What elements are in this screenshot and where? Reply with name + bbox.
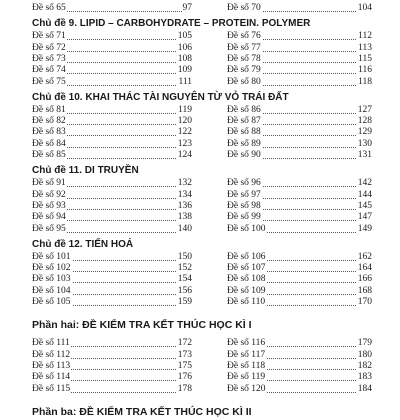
toc-entry-page: 111 — [178, 76, 192, 87]
toc-entry-page: 159 — [177, 297, 192, 307]
toc-entry[interactable] — [32, 201, 192, 212]
toc-entry-page: 144 — [357, 189, 372, 200]
toc-entry-page: 105 — [177, 31, 192, 42]
toc-entry-page: 142 — [357, 178, 372, 189]
toc-entry-label: Đề số 72 — [32, 42, 66, 53]
toc-entry-label: Đề số 76 — [227, 31, 261, 42]
toc-entry[interactable] — [227, 274, 372, 285]
toc-entry-label: Đề số 112 — [32, 349, 71, 360]
toc-entry-page: 112 — [358, 31, 372, 42]
toc-entry-label: Đề số 105 — [32, 297, 71, 307]
toc-entry-label: Đề số 88 — [227, 127, 261, 138]
toc-entry-page: 179 — [357, 338, 372, 349]
toc-entry[interactable] — [32, 43, 192, 54]
toc-entry-page: 123 — [177, 138, 192, 149]
toc-entry[interactable] — [227, 263, 372, 274]
toc-entry-label: Đề số 114 — [32, 372, 71, 383]
toc-entry[interactable] — [227, 361, 372, 372]
toc-entry[interactable] — [227, 338, 372, 349]
toc-entry-page: 104 — [357, 3, 372, 13]
toc-entry-label: Đề số 97 — [227, 189, 261, 200]
toc-entry-label: Đề số 118 — [227, 360, 266, 371]
toc-entry[interactable] — [32, 212, 192, 223]
toc-entry[interactable] — [32, 150, 192, 161]
toc-entry-label: Đề số 91 — [32, 178, 66, 189]
toc-entry[interactable] — [32, 65, 192, 76]
toc-entry-label: Đề số 74 — [32, 65, 66, 76]
toc-entry-label: Đề số 86 — [227, 104, 261, 115]
toc-entry-label: Đề số 116 — [227, 338, 266, 349]
toc-entry-page: 168 — [357, 285, 372, 296]
toc-entry[interactable] — [227, 3, 372, 14]
toc-entry-page: 122 — [177, 127, 192, 138]
toc-entry-label: Đề số 96 — [227, 178, 261, 189]
toc-entry-page: 108 — [177, 53, 192, 64]
toc-entry-label: Đề số 102 — [32, 263, 71, 274]
toc-entry-page: 119 — [178, 104, 192, 115]
toc-entry-label: Đề số 107 — [227, 263, 266, 274]
toc-entry[interactable] — [32, 286, 192, 297]
toc-entry-page: 116 — [358, 65, 372, 76]
toc-entry-label: Đề số 71 — [32, 31, 66, 42]
topic-heading: Chủ đề 10. KHAI THÁC TÀI NGUYÊN TỪ VỎ TRÁI ĐẤT — [32, 91, 289, 103]
toc-entry[interactable] — [227, 252, 372, 263]
toc-entry-label: Đề số 95 — [32, 223, 66, 234]
toc-entry[interactable] — [32, 77, 192, 88]
toc-entry-label: Đề số 99 — [227, 212, 261, 223]
toc-entry-page: 183 — [357, 372, 372, 383]
toc-entry[interactable] — [32, 338, 192, 349]
toc-entry-page: 150 — [177, 251, 192, 262]
toc-entry-page: 115 — [358, 53, 372, 64]
toc-entry[interactable] — [32, 105, 192, 116]
toc-entry[interactable] — [227, 224, 372, 235]
toc-entry-page: 136 — [177, 200, 192, 211]
toc-entry[interactable] — [32, 274, 192, 285]
toc-entry-label: Đề số 104 — [32, 285, 71, 296]
toc-entry-label: Đề số 78 — [227, 53, 261, 64]
toc-entry-page: 113 — [358, 42, 372, 53]
toc-entry[interactable] — [227, 77, 372, 88]
toc-entry-label: Đề số 120 — [227, 383, 266, 394]
toc-entry-page: 164 — [357, 263, 372, 274]
toc-entry-page: 173 — [177, 349, 192, 360]
toc-entry[interactable] — [32, 297, 192, 308]
toc-entry-label: Đề số 75 — [32, 76, 66, 87]
toc-entry-label: Đề số 83 — [32, 127, 66, 138]
toc-entry-page: 145 — [357, 200, 372, 211]
toc-entry-label: Đề số 65 — [32, 3, 66, 13]
toc-entry-page: 138 — [177, 212, 192, 223]
toc-entry-label: Đề số 117 — [227, 349, 266, 360]
toc-entry[interactable] — [32, 361, 192, 372]
toc-entry-page: 124 — [177, 150, 192, 160]
toc-entry[interactable] — [227, 201, 372, 212]
toc-entry-label: Đề số 90 — [227, 150, 261, 160]
toc-entry[interactable] — [227, 297, 372, 308]
toc-entry-label: Đề số 70 — [227, 3, 261, 13]
toc-entry-page: 154 — [177, 274, 192, 285]
toc-entry-label: Đề số 87 — [227, 116, 261, 127]
toc-entry[interactable] — [227, 105, 372, 116]
toc-entry[interactable] — [227, 178, 372, 189]
toc-entry-label: Đề số 85 — [32, 150, 66, 160]
toc-entry-page: 129 — [357, 127, 372, 138]
toc-entry-page: 170 — [357, 297, 372, 307]
toc-entry-page: 127 — [357, 104, 372, 115]
topic-heading: Chủ đề 9. LIPID – CARBOHYDRATE – PROTEIN. POLYMER — [32, 18, 311, 30]
toc-entry-page: 140 — [177, 223, 192, 234]
toc-entry-page: 120 — [177, 116, 192, 127]
toc-entry-label: Đề số 103 — [32, 274, 71, 285]
toc-entry[interactable] — [227, 212, 372, 223]
toc-entry-label: Đề số 119 — [227, 372, 266, 383]
toc-entry[interactable] — [32, 263, 192, 274]
toc-entry-page: 130 — [357, 138, 372, 149]
toc-entry-label: Đề số 108 — [227, 274, 266, 285]
toc-entry-page: 156 — [177, 285, 192, 296]
toc-entry[interactable] — [32, 190, 192, 201]
toc-entry[interactable] — [32, 127, 192, 138]
toc-entry-page: 118 — [358, 76, 372, 87]
toc-entry-label: Đề số 80 — [227, 76, 261, 87]
toc-entry-label: Đề số 77 — [227, 42, 261, 53]
toc-entry[interactable] — [227, 54, 372, 65]
toc-entry[interactable] — [227, 150, 372, 161]
toc-entry-label: Đề số 98 — [227, 200, 261, 211]
toc-entry[interactable] — [227, 31, 372, 42]
toc-entry-page: 172 — [177, 338, 192, 349]
toc-entry-page: 166 — [357, 274, 372, 285]
toc-entry[interactable] — [227, 384, 372, 395]
toc-entry-page: 106 — [177, 42, 192, 53]
toc-entry[interactable] — [227, 286, 372, 297]
toc-entry-label: Đề số 109 — [227, 285, 266, 296]
part-heading: Phần hai: ĐỀ KIỂM TRA KẾT THÚC HỌC KÌ I — [32, 319, 252, 332]
toc-entry[interactable] — [32, 252, 192, 263]
toc-entry[interactable] — [32, 54, 192, 65]
toc-entry[interactable] — [32, 116, 192, 127]
toc-entry[interactable] — [32, 3, 192, 14]
toc-entry[interactable] — [227, 350, 372, 361]
topic-heading: Chủ đề 12. TIẾN HOÁ — [32, 238, 134, 250]
toc-entry-page: 134 — [177, 189, 192, 200]
toc-entry-label: Đề số 81 — [32, 104, 66, 115]
toc-entry-page: 128 — [357, 116, 372, 127]
toc-entry-label: Đề số 93 — [32, 200, 66, 211]
toc-entry[interactable] — [227, 65, 372, 76]
toc-entry[interactable] — [32, 372, 192, 383]
toc-entry-label: Đề số 73 — [32, 53, 66, 64]
toc-entry-label: Đề số 79 — [227, 65, 261, 76]
toc-entry[interactable] — [227, 116, 372, 127]
part-heading: Phần ba: ĐỀ KIỂM TRA KẾT THÚC HỌC KÌ II — [32, 405, 252, 418]
toc-entry-page: 175 — [177, 360, 192, 371]
toc-entry-label: Đề số 101 — [32, 251, 71, 262]
toc-entry-label: Đề số 115 — [32, 383, 71, 394]
toc-entry-label: Đề số 84 — [32, 138, 66, 149]
toc-entry-page: 162 — [357, 251, 372, 262]
toc-entry[interactable] — [227, 190, 372, 201]
toc-entry[interactable] — [32, 139, 192, 150]
toc-entry[interactable] — [32, 350, 192, 361]
toc-entry-label: Đề số 110 — [227, 297, 266, 307]
toc-entry[interactable] — [32, 224, 192, 235]
toc-entry-page: 152 — [177, 263, 192, 274]
toc-entry-label: Đề số 92 — [32, 189, 66, 200]
topic-heading: Chủ đề 11. DI TRUYỀN — [32, 165, 139, 177]
toc-entry[interactable] — [32, 178, 192, 189]
toc-entry-page: 132 — [177, 178, 192, 189]
toc-entry-label: Đề số 82 — [32, 116, 66, 127]
toc-entry[interactable] — [32, 31, 192, 42]
toc-entry-page: 109 — [177, 65, 192, 76]
toc-entry[interactable] — [227, 372, 372, 383]
toc-entry-label: Đề số 94 — [32, 212, 66, 223]
toc-entry-page: 97 — [182, 3, 192, 13]
toc-entry-page: 182 — [357, 360, 372, 371]
toc-entry[interactable] — [227, 43, 372, 54]
toc-entry-page: 184 — [357, 383, 372, 394]
toc-entry-page: 180 — [357, 349, 372, 360]
toc-entry-page: 149 — [357, 223, 372, 234]
toc-entry-label: Đề số 113 — [32, 360, 71, 371]
toc-entry-page: 147 — [357, 212, 372, 223]
toc-entry-page: 176 — [177, 372, 192, 383]
toc-entry-page: 178 — [177, 383, 192, 394]
toc-entry[interactable] — [227, 127, 372, 138]
toc-entry[interactable] — [227, 139, 372, 150]
toc-entry-page: 131 — [357, 150, 372, 160]
toc-entry[interactable] — [32, 384, 192, 395]
toc-entry-label: Đề số 106 — [227, 251, 266, 262]
toc-entry-label: Đề số 100 — [227, 223, 266, 234]
toc-entry-label: Đề số 111 — [32, 338, 70, 349]
toc-entry-label: Đề số 89 — [227, 138, 261, 149]
